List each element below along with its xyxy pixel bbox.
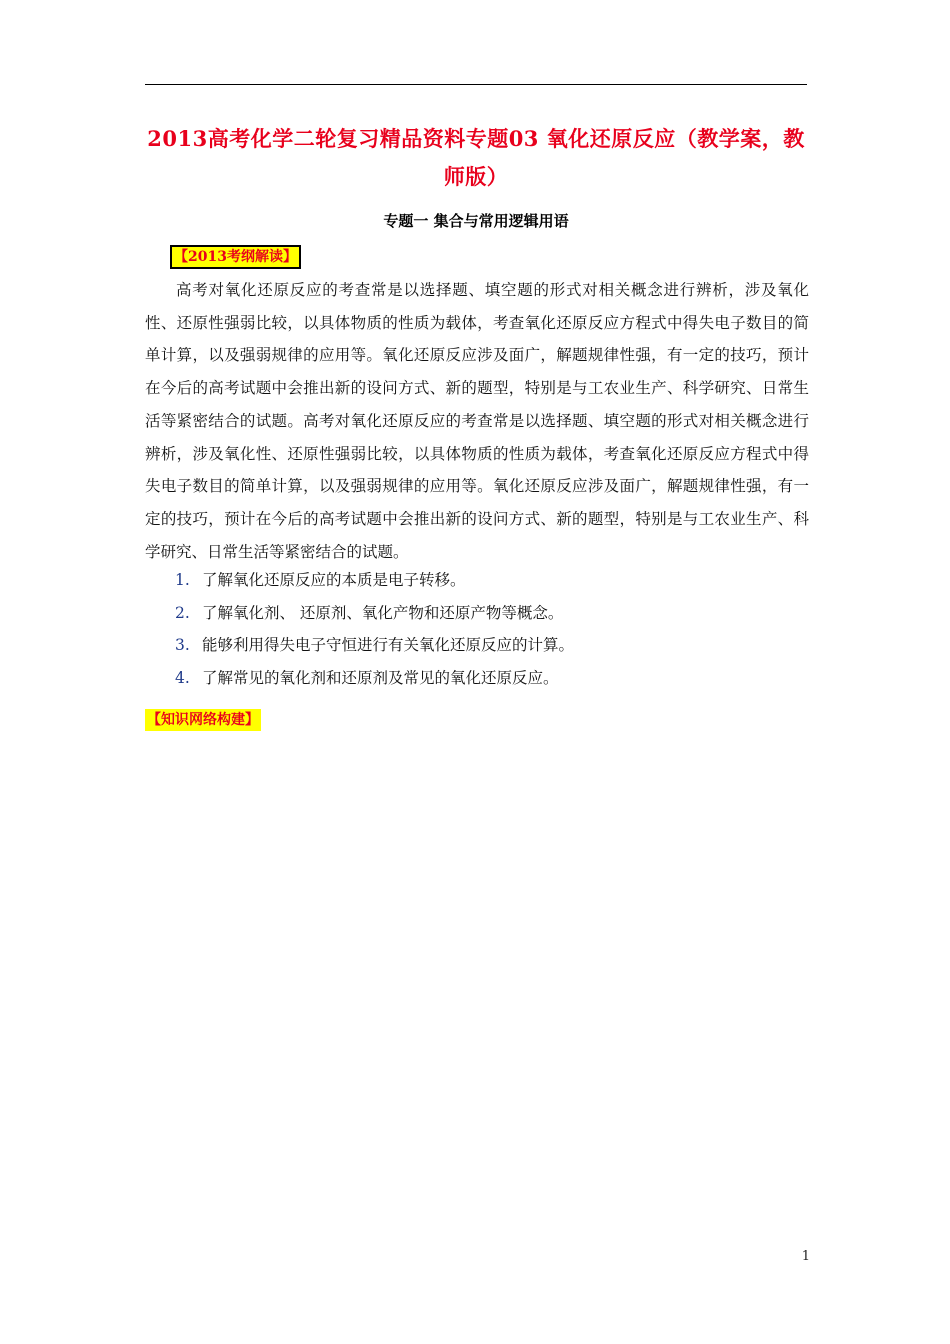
objective-item xyxy=(175,564,795,597)
header-rule xyxy=(145,84,807,85)
objective-item xyxy=(175,629,795,662)
objective-text: 了解氧化剂、 还原剂、氧化产物和还原产物等概念。 xyxy=(202,603,564,622)
exam-outline-section-label: 【2013考纲解读】 xyxy=(170,245,301,269)
objective-number: 1. xyxy=(175,571,190,589)
document-title: 2013高考化学二轮复习精品资料专题03 氧化还原反应（教学案，教师版） xyxy=(147,126,805,189)
topic-subtitle: 专题一 集合与常用逻辑用语 xyxy=(383,212,569,230)
objectives-list xyxy=(175,564,795,694)
knowledge-network-section-label: 【知识网络构建】 xyxy=(145,709,261,731)
objective-item xyxy=(175,662,795,695)
page-number: 1 xyxy=(801,1249,810,1264)
exam-outline-paragraph: 高考对氧化还原反应的考查常是以选择题、填空题的形式对相关概念进行辨析，涉及氧化性、还原性强弱比较，以具体物质的性质为载体，考查氧化还原反应方程式中得失电子数目的简单计算，以及强弱规律的应用等。氧化还原反应涉及面广，解题规律性强，有一定的技巧，预计在今后的高考试题中会推出新的设问方式、新的题型，特别是与工农业生产、科学研究、日常生活等紧密结合的试题。高考对氧化还原反应的考查常是以选择题、填空题的形式对相关概念进行辨析，涉及氧化性、还原性强弱比较，以具体物质的性质为载体，考查氧化还原反应方程式中得失电子数目的简单计算，以及强弱规律的应用等。氧化还原反应涉及面广，解题规律性强，有一定的技巧，预计在今后的高考试题中会推出新的设问方式、新的题型，特别是与工农业生产、科学研究、日常生活等紧密结合的试题。 xyxy=(145,281,809,561)
objective-text: 了解常见的氧化剂和还原剂及常见的氧化还原反应。 xyxy=(202,668,559,687)
objective-text: 能够利用得失电子守恒进行有关氧化还原反应的计算。 xyxy=(202,636,575,654)
objective-item xyxy=(175,597,795,630)
objective-number: 4. xyxy=(175,668,190,687)
objective-text: 了解氧化还原反应的本质是电子转移。 xyxy=(202,571,466,589)
objective-number: 3. xyxy=(175,636,190,654)
objective-number: 2. xyxy=(175,603,190,622)
